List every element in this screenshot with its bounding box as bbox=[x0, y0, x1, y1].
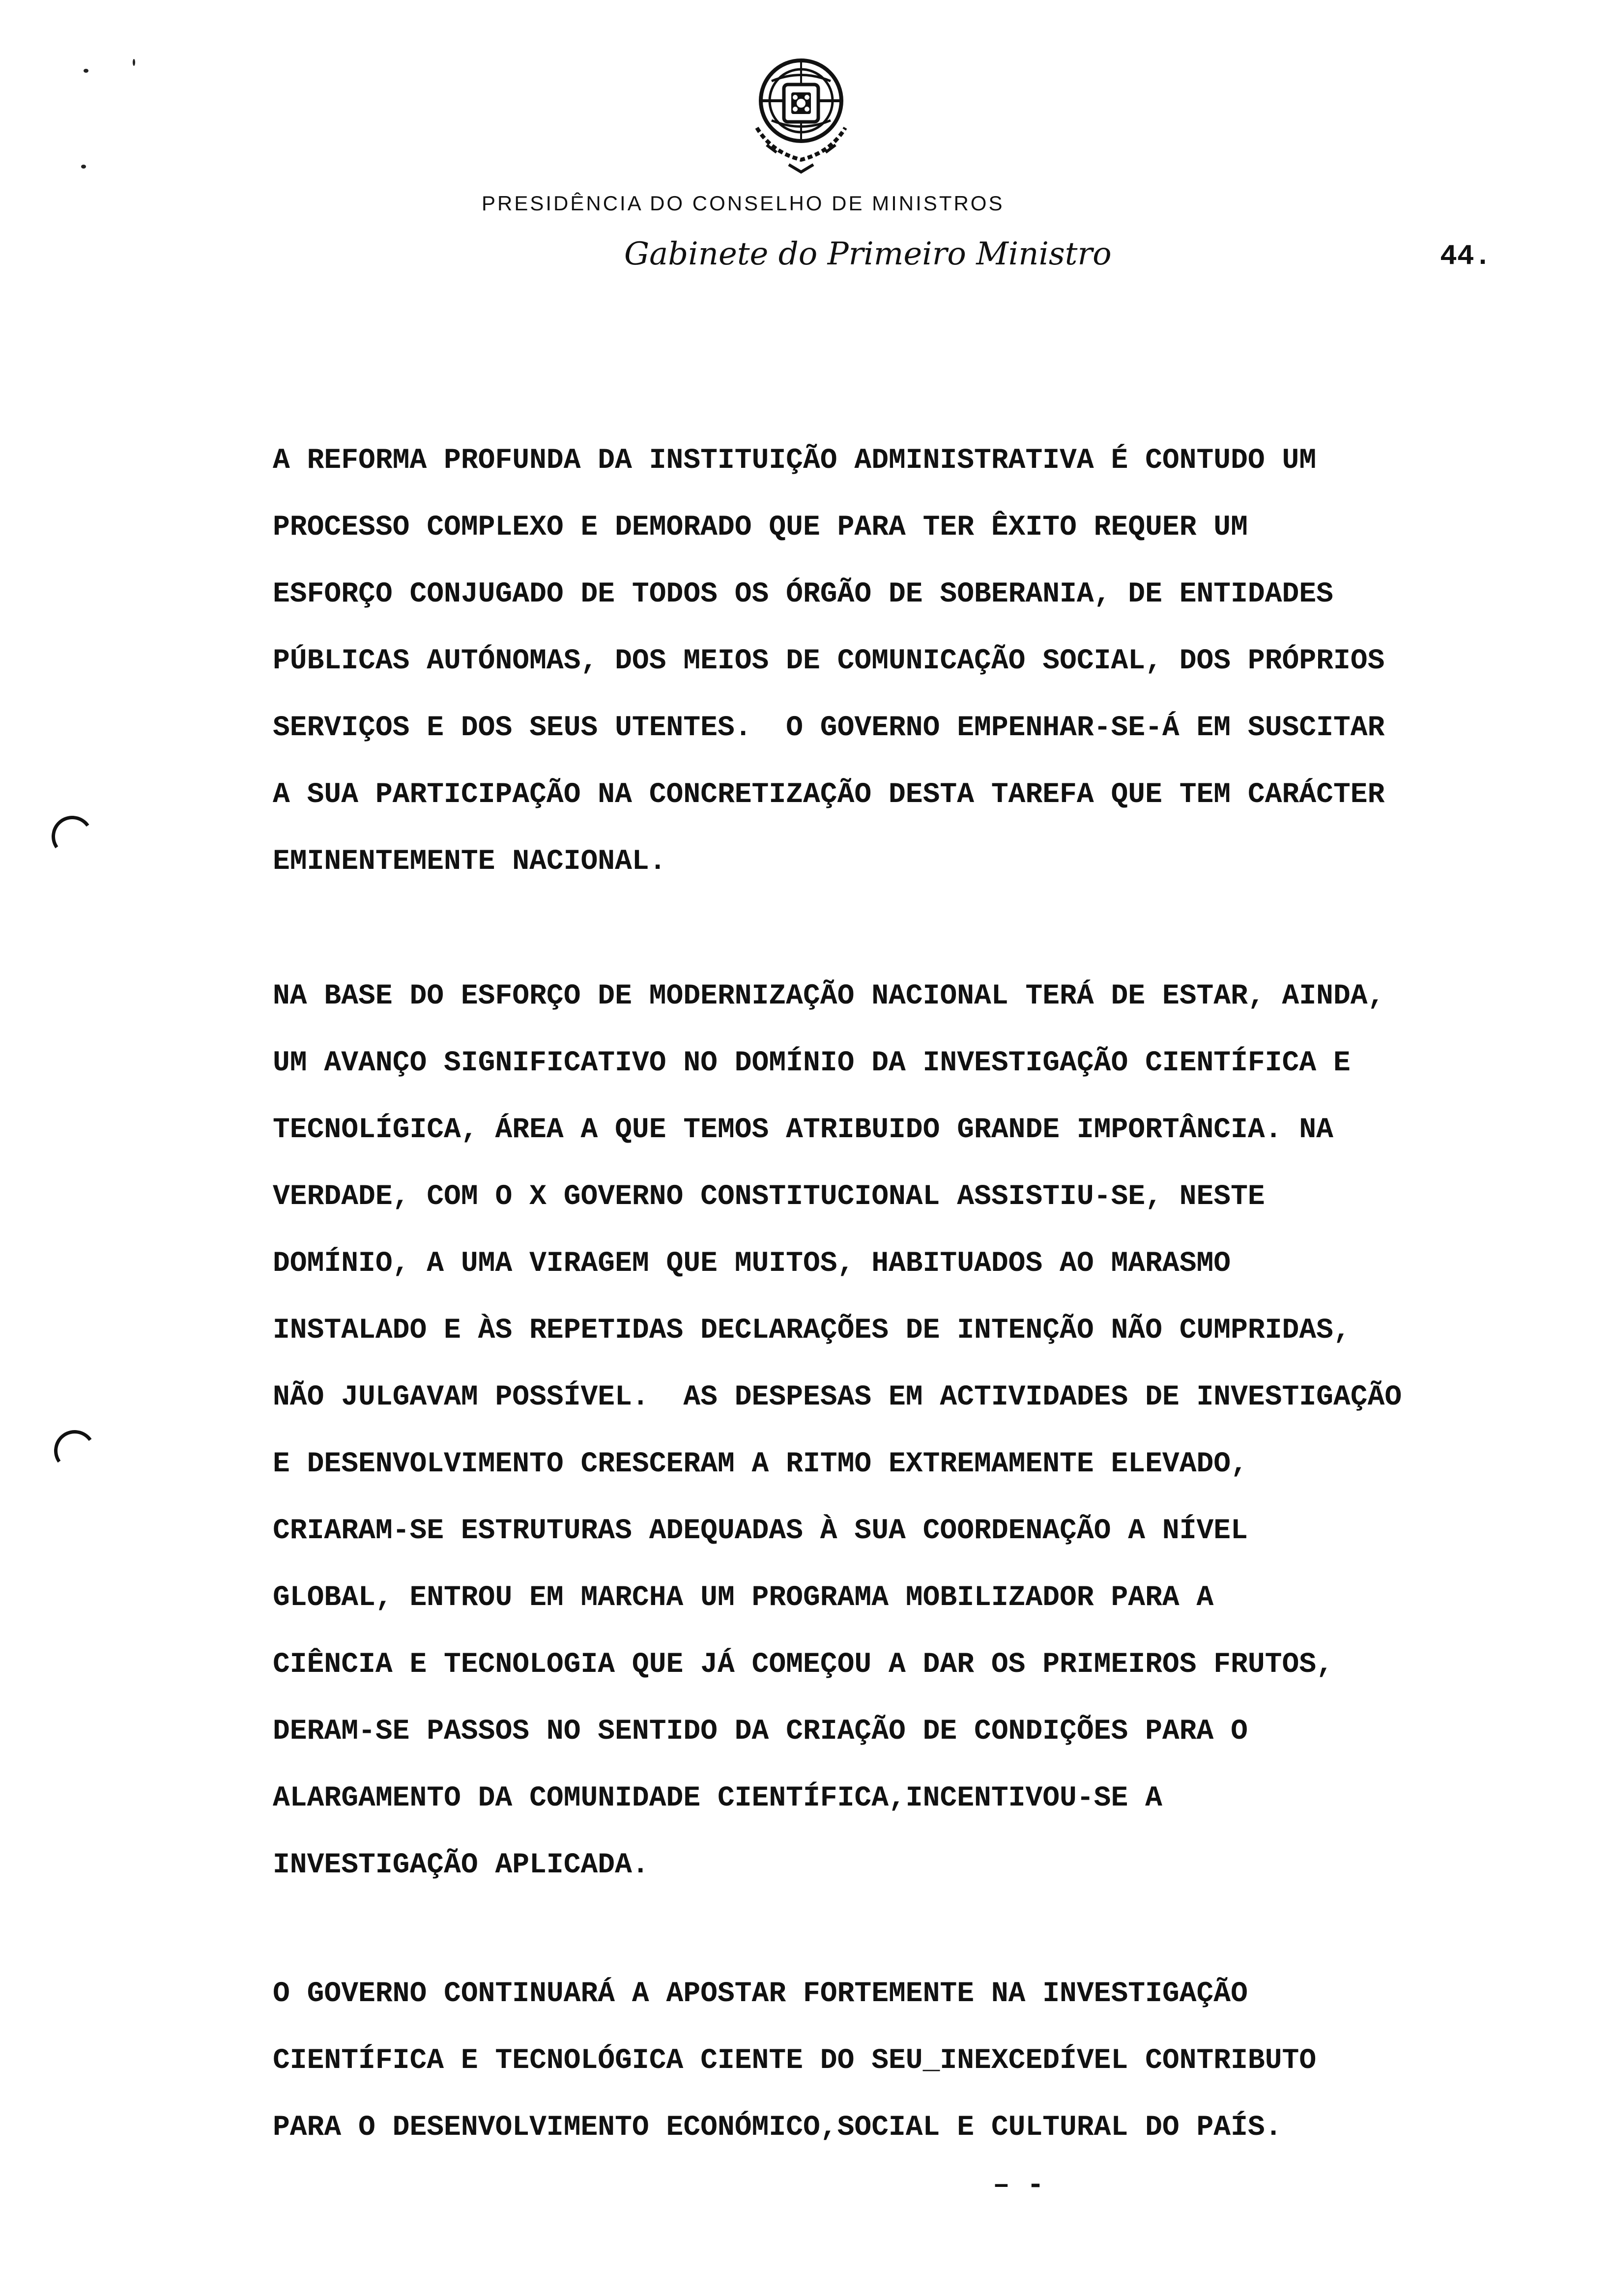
text-line: INVESTIGAÇÃO APLICADA. bbox=[273, 1849, 649, 1881]
continuation-mark: – - bbox=[993, 2170, 1044, 2202]
text-line: DERAM-SE PASSOS NO SENTIDO DA CRIAÇÃO DE CONDIÇÕES PARA O bbox=[273, 1716, 1248, 1748]
binder-hole-mark bbox=[48, 812, 96, 860]
text-line: E DESENVOLVIMENTO CRESCERAM A RITMO EXTREMAMENTE ELEVADO, bbox=[273, 1448, 1248, 1480]
paragraph-government-commitment bbox=[273, 1961, 1600, 2161]
text-line: TECNOLÍGICA, ÁREA A QUE TEMOS ATRIBUIDO GRANDE IMPORTÂNCIA. NA bbox=[273, 1114, 1333, 1146]
text-line: A SUA PARTICIPAÇÃO NA CONCRETIZAÇÃO DESTA TAREFA QUE TEM CARÁCTER bbox=[273, 779, 1385, 811]
text-line: UM AVANÇO SIGNIFICATIVO NO DOMÍNIO DA INVESTIGAÇÃO CIENTÍFICA E bbox=[273, 1047, 1351, 1079]
page-number: 44. bbox=[1440, 241, 1492, 273]
text-line: CIÊNCIA E TECNOLOGIA QUE JÁ COMEÇOU A DAR OS PRIMEIROS FRUTOS, bbox=[273, 1649, 1333, 1681]
text-line: NÃO JULGAVAM POSSÍVEL. AS DESPESAS EM ACTIVIDADES DE INVESTIGAÇÃO bbox=[273, 1381, 1402, 1413]
scan-speck bbox=[81, 165, 86, 169]
text-line: VERDADE, COM O X GOVERNO CONSTITUCIONAL ASSISTIU-SE, NESTE bbox=[273, 1181, 1265, 1213]
text-line: A REFORMA PROFUNDA DA INSTITUIÇÃO ADMINISTRATIVA É CONTUDO UM bbox=[273, 445, 1317, 477]
text-line: O GOVERNO CONTINUARÁ A APOSTAR FORTEMENTE NA INVESTIGAÇÃO bbox=[273, 1978, 1248, 2010]
text-line: ESFORÇO CONJUGADO DE TODOS OS ÓRGÃO DE SOBERANIA, DE ENTIDADES bbox=[273, 578, 1333, 610]
coat-of-arms-emblem bbox=[737, 54, 865, 177]
scan-speck bbox=[133, 59, 135, 66]
text-line: NA BASE DO ESFORÇO DE MODERNIZAÇÃO NACIONAL TERÁ DE ESTAR, AINDA, bbox=[273, 980, 1385, 1012]
text-line: ALARGAMENTO DA COMUNIDADE CIENTÍFICA,INCENTIVOU-SE A bbox=[273, 1782, 1162, 1814]
text-line: PARA O DESENVOLVIMENTO ECONÓMICO,SOCIAL E CULTURAL DO PAÍS. bbox=[273, 2112, 1282, 2144]
text-line: CRIARAM-SE ESTRUTURAS ADEQUADAS À SUA COORDENAÇÃO A NÍVEL bbox=[273, 1515, 1248, 1547]
text-line: GLOBAL, ENTROU EM MARCHA UM PROGRAMA MOBILIZADOR PARA A bbox=[273, 1582, 1214, 1614]
text-line: INSTALADO E ÀS REPETIDAS DECLARAÇÕES DE INTENÇÃO NÃO CUMPRIDAS, bbox=[273, 1315, 1351, 1347]
text-line: PÚBLICAS AUTÓNOMAS, DOS MEIOS DE COMUNICAÇÃO SOCIAL, DOS PRÓPRIOS bbox=[273, 645, 1385, 677]
scan-speck bbox=[84, 69, 88, 73]
binder-hole-mark bbox=[51, 1427, 98, 1474]
text-line: CIENTÍFICA E TECNOLÓGICA CIENTE DO SEU_INEXCEDÍVEL CONTRIBUTO bbox=[273, 2045, 1317, 2077]
text-line: DOMÍNIO, A UMA VIRAGEM QUE MUITOS, HABITUADOS AO MARASMO bbox=[273, 1248, 1231, 1280]
text-line: SERVIÇOS E DOS SEUS UTENTES. O GOVERNO EMPENHAR-SE-Á EM SUSCITAR bbox=[273, 712, 1385, 744]
text-line: PROCESSO COMPLEXO E DEMORADO QUE PARA TER ÊXITO REQUER UM bbox=[273, 512, 1248, 544]
institution-name: PRESIDÊNCIA DO CONSELHO DE MINISTROS bbox=[482, 192, 1005, 215]
paragraph-scientific-research bbox=[273, 963, 1600, 1899]
paragraph-administrative-reform bbox=[273, 428, 1600, 895]
text-line: EMINENTEMENTE NACIONAL. bbox=[273, 846, 666, 878]
office-name: Gabinete do Primeiro Ministro bbox=[624, 236, 1112, 272]
